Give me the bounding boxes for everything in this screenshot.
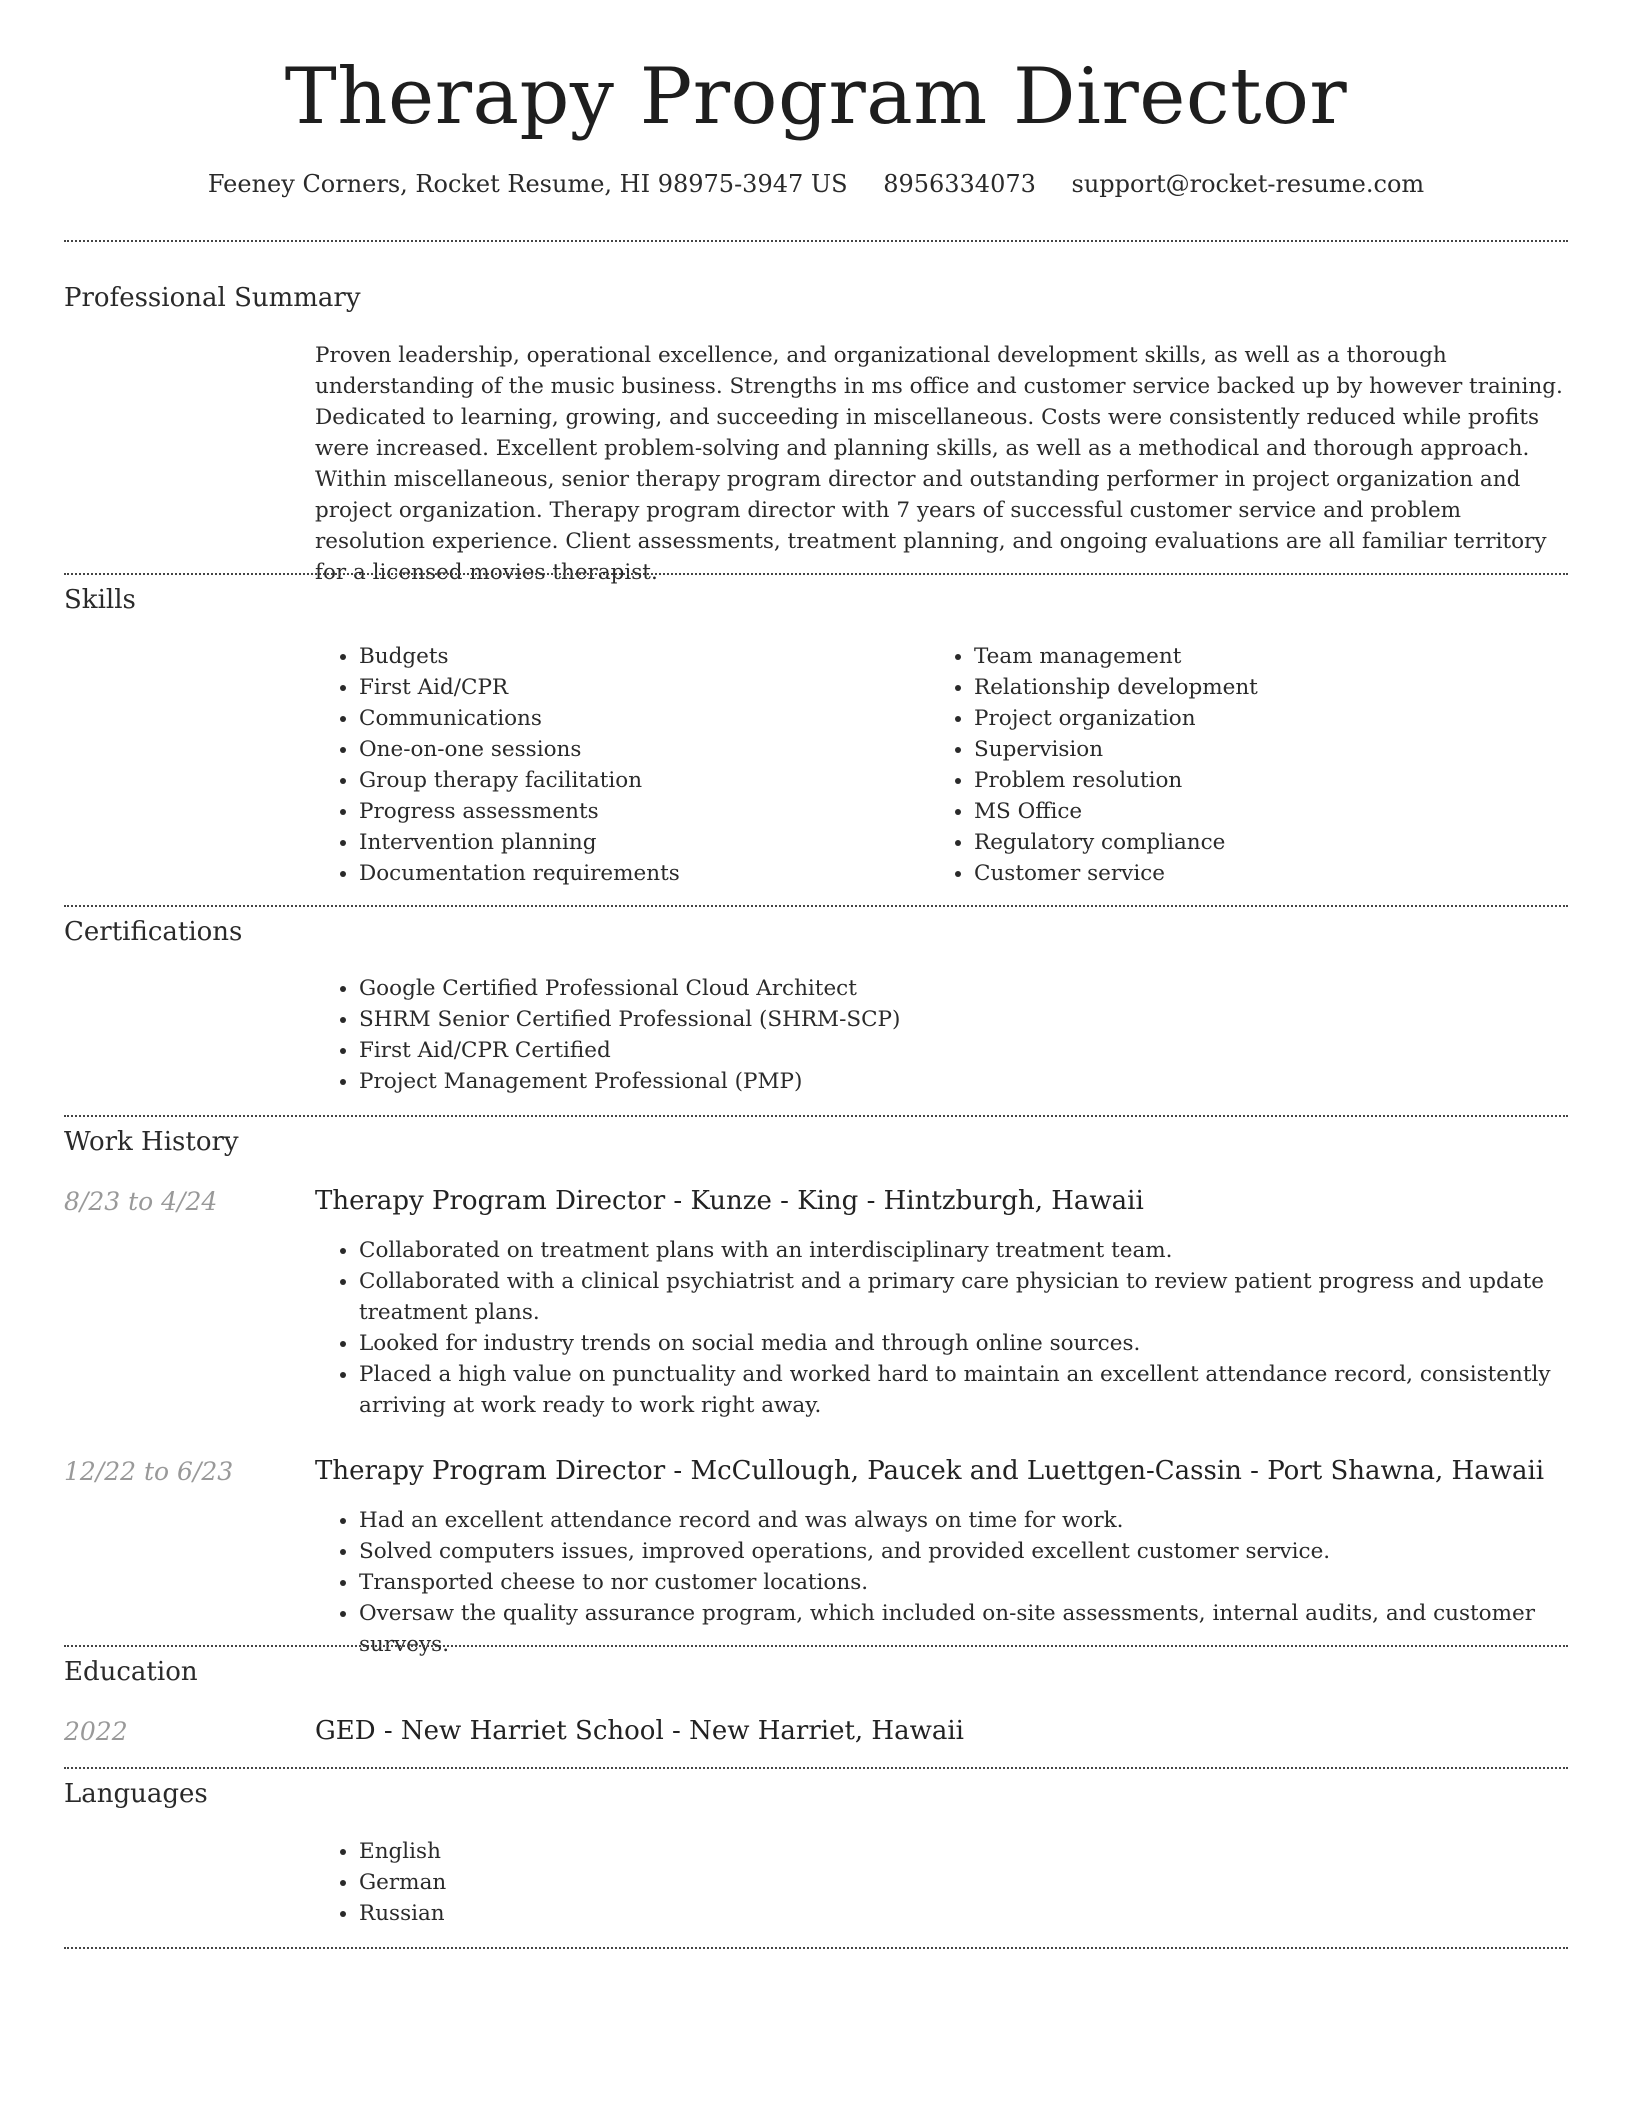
- divider: [64, 905, 1568, 907]
- summary-heading: Professional Summary: [64, 283, 361, 313]
- job-title: Therapy Program Director - Kunze - King - Hintzburgh, Hawaii: [315, 1186, 1144, 1216]
- certification-item: • Project Management Professional (PMP): [359, 1066, 900, 1097]
- skill-item: • Relationship development: [974, 672, 1258, 703]
- skill-item: • First Aid/CPR: [359, 672, 680, 703]
- certifications-list: [315, 973, 900, 1097]
- skill-item: • MS Office: [974, 796, 1258, 827]
- job-bullet: • Transported cheese to nor customer locations.: [359, 1567, 1609, 1598]
- skill-item: • Group therapy facilitation: [359, 765, 680, 796]
- certification-item: • Google Certified Professional Cloud Architect: [359, 973, 900, 1004]
- skill-item: • Intervention planning: [359, 827, 680, 858]
- contact-line: [0, 170, 1632, 198]
- summary-text: Proven leadership, operational excellence, and organizational development skills, as well as a thorough understanding of the music business. Strengths in ms office and customer service backed up by however training. Dedicated to learning, growing, and succeeding in miscellaneous. Costs were consistently reduced while profits were increased. Excellent problem-solving and planning skills, as well as a methodical and thorough approach. Within miscellaneous, senior therapy program director and outstanding performer in project organization and project organization. Therapy program director with 7 years of successful customer service and problem resolution experience. Client assessments, treatment planning, and ongoing evaluations are all familiar territory for a licensed movies therapist.: [315, 343, 1563, 585]
- divider: [64, 1645, 1568, 1647]
- languages-list: [315, 1836, 446, 1929]
- skills-list-right: [930, 641, 1258, 889]
- divider: [64, 240, 1568, 242]
- language-item: • Russian: [359, 1898, 446, 1929]
- skills-heading: Skills: [64, 585, 136, 615]
- job-bullet: • Oversaw the quality assurance program, which included on-site assessments, internal audits, and customer surveys.: [359, 1598, 1609, 1660]
- skill-item: • Team management: [974, 641, 1258, 672]
- divider: [64, 1767, 1568, 1769]
- job-bullet: • Collaborated with a clinical psychiatrist and a primary care physician to review patient progress and update treatment plans.: [359, 1266, 1609, 1328]
- skill-item: • Supervision: [974, 734, 1258, 765]
- skill-item: • Budgets: [359, 641, 680, 672]
- skill-item: • Communications: [359, 703, 680, 734]
- certifications-heading: Certifications: [64, 917, 243, 947]
- skill-item: • Customer service: [974, 858, 1258, 889]
- skill-item: • Progress assessments: [359, 796, 680, 827]
- divider: [64, 573, 1568, 575]
- skill-item: • Problem resolution: [974, 765, 1258, 796]
- job-bullet: • Had an excellent attendance record and was always on time for work.: [359, 1505, 1609, 1536]
- job-bullets: [315, 1235, 1609, 1421]
- language-item: • German: [359, 1867, 446, 1898]
- job-bullet: • Placed a high value on punctuality and worked hard to maintain an excellent attendance record, consistently arriving at work ready to work right away.: [359, 1359, 1609, 1421]
- job-bullet: • Solved computers issues, improved operations, and provided excellent customer service.: [359, 1536, 1609, 1567]
- certification-item: • SHRM Senior Certified Professional (SHRM-SCP): [359, 1004, 900, 1035]
- work-history-heading: Work History: [64, 1127, 239, 1157]
- education-heading: Education: [64, 1657, 198, 1687]
- job-bullets: [315, 1505, 1609, 1660]
- job-dates: 8/23 to 4/24: [64, 1187, 218, 1216]
- skill-item: • Project organization: [974, 703, 1258, 734]
- job-bullet: • Collaborated on treatment plans with an interdisciplinary treatment team.: [359, 1235, 1609, 1266]
- skill-item: • One-on-one sessions: [359, 734, 680, 765]
- job-title: Therapy Program Director - McCullough, Paucek and Luettgen-Cassin - Port Shawna, Hawaii: [315, 1456, 1545, 1486]
- phone: 8956334073: [883, 170, 1036, 198]
- divider: [64, 1115, 1568, 1117]
- education-year: 2022: [64, 1717, 128, 1746]
- email: support@rocket-resume.com: [1071, 170, 1425, 198]
- skill-item: • Regulatory compliance: [974, 827, 1258, 858]
- address: Feeney Corners, Rocket Resume, HI 98975-3947 US: [207, 170, 848, 198]
- job-bullet: • Looked for industry trends on social media and through online sources.: [359, 1328, 1609, 1359]
- certification-item: • First Aid/CPR Certified: [359, 1035, 900, 1066]
- language-item: • English: [359, 1836, 446, 1867]
- skill-item: • Documentation requirements: [359, 858, 680, 889]
- education-entry: GED - New Harriet School - New Harriet, Hawaii: [315, 1716, 964, 1746]
- job-dates: 12/22 to 6/23: [64, 1457, 234, 1486]
- candidate-name: Therapy Program Director: [284, 52, 1348, 142]
- divider: [64, 1947, 1568, 1949]
- skills-list-left: [315, 641, 680, 889]
- languages-heading: Languages: [64, 1779, 208, 1809]
